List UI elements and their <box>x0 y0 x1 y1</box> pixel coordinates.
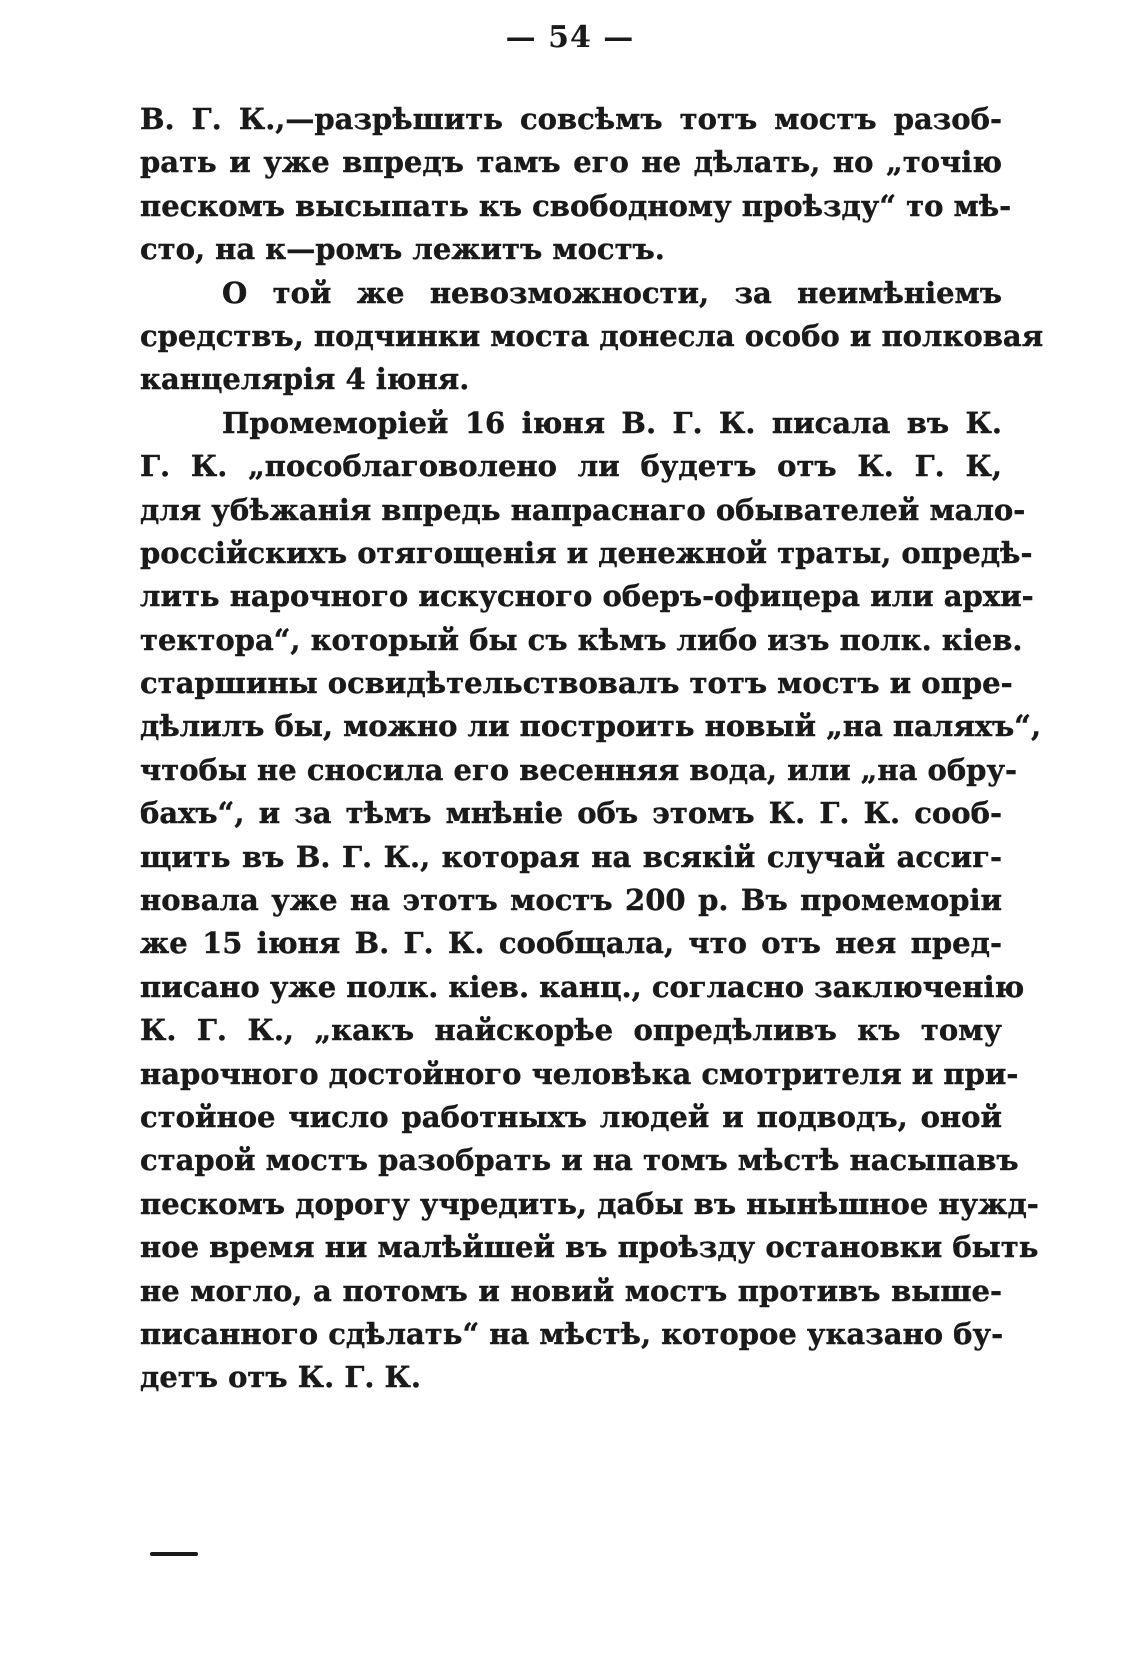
text-line: средствъ, подчинки моста донесла особо и полковая <box>140 318 1044 353</box>
text-line: Промеморіей 16 іюня В. Г. К. писала въ К. <box>222 405 1002 440</box>
page-number: — 54 — <box>505 20 635 55</box>
text-line: чтобы не сносила его весенняя вода, или „на обру- <box>140 752 1018 787</box>
text-line: пескомъ дорогу учредить, дабы въ нынѣшное нужд- <box>140 1186 1039 1221</box>
text-line: щить въ В. Г. К., которая на всякій случай ассиг- <box>140 839 1002 874</box>
text-line: тектора“, который бы съ кѣмъ либо изъ полк. кіев. <box>140 622 1023 657</box>
text-line: новала уже на этотъ мостъ 200 р. Въ промеморіи <box>140 883 1002 918</box>
text-line: канцелярія 4 іюня. <box>140 362 470 397</box>
text-line: детъ отъ К. Г. К. <box>140 1360 422 1395</box>
text-line: Г. К. „пособлаговолено ли будетъ отъ К. Г. К, <box>140 449 1002 484</box>
text-line: же 15 іюня В. Г. К. сообщала, что отъ нея пред- <box>140 926 1002 961</box>
text-line: дѣлилъ бы, можно ли построить новый „на паляхъ“, <box>140 709 1042 744</box>
text-line: писано уже полк. кіев. канц., согласно заключенію <box>140 969 1025 1004</box>
text-line: О той же невозможности, за неимѣніемъ <box>222 275 1002 310</box>
text-line: рать и уже впредъ тамъ его не дѣлать, но „точію <box>140 145 1002 180</box>
text-line: старшины освидѣтельствовалъ тотъ мостъ и опре- <box>140 666 1013 701</box>
text-line: для убѣжанія впредь напраснаго обывателей мало- <box>140 492 1026 527</box>
body-text <box>140 98 1044 1400</box>
text-line: В. Г. К.,—разрѣшить совсѣмъ тотъ мостъ разоб- <box>140 102 1002 136</box>
text-line: сто, на к—ромъ лежитъ мостъ. <box>140 232 665 267</box>
text-line: бахъ“, и за тѣмъ мнѣніе объ этомъ К. Г. К. сооб- <box>140 796 1002 831</box>
text-line: старой мостъ разобрать и на томъ мѣстѣ насыпавъ <box>140 1143 1019 1178</box>
text-line: пескомъ высыпать къ свободному проѣзду“ то мѣ- <box>140 188 1012 223</box>
text-line: ное время ни малѣйшей въ проѣзду остановки быть <box>140 1230 1039 1265</box>
footer-rule <box>150 1552 198 1556</box>
text-line: лить нарочного искусного оберъ-офицера или архи- <box>140 579 1034 614</box>
text-line: К. Г. К., „какъ найскорѣе опредѣливъ къ тому <box>140 1013 1002 1048</box>
text-line: стойное число работныхъ людей и подводъ, оной <box>140 1099 1002 1134</box>
text-line: россійскихъ отягощенія и денежной траты, опредѣ- <box>140 535 1033 570</box>
text-line: писанного сдѣлать“ на мѣстѣ, которое указано бу- <box>140 1316 1004 1351</box>
text-line: не могло, а потомъ и новий мостъ противъ выше- <box>140 1273 1002 1308</box>
text-line: нарочного достойного человѣка смотрителя и при- <box>140 1056 1019 1091</box>
